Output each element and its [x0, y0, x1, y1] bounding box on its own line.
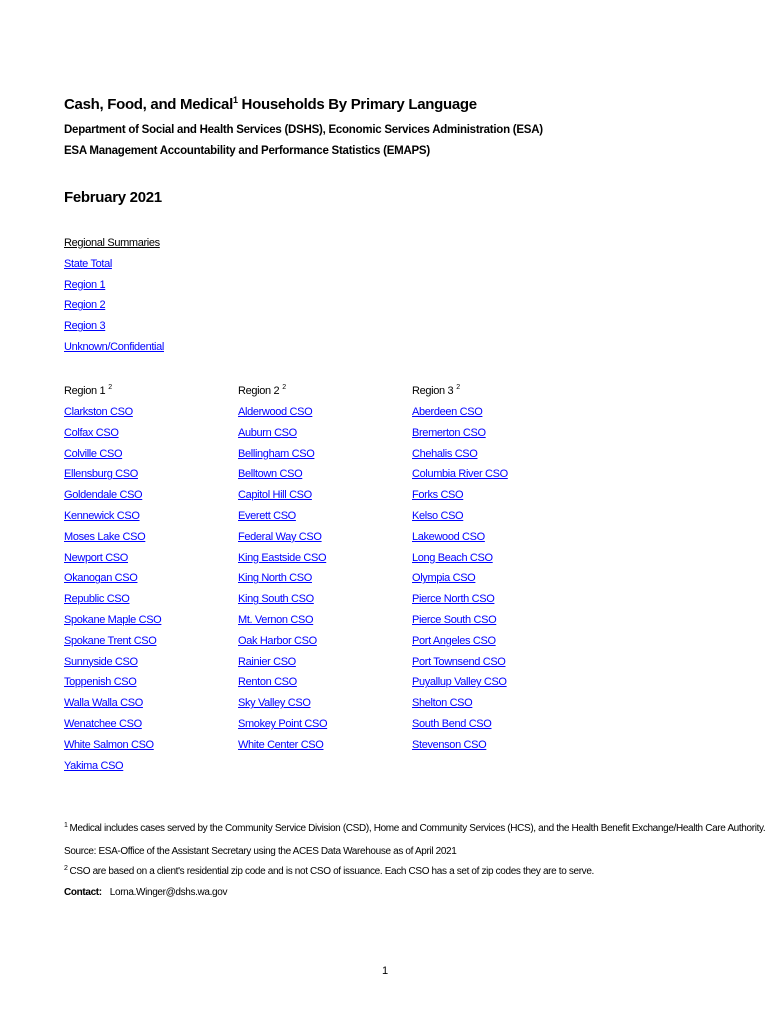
summary-link-state-total[interactable]: State Total: [64, 257, 112, 270]
office-link[interactable]: White Center CSO: [238, 738, 324, 751]
office-link[interactable]: Yakima CSO: [64, 759, 124, 772]
office-link[interactable]: Chehalis CSO: [412, 447, 478, 460]
office-link[interactable]: Pierce North CSO: [412, 593, 495, 606]
page-number: 1: [381, 965, 389, 977]
region-2-office-list: [238, 402, 327, 756]
office-link[interactable]: Spokane Trent CSO: [64, 634, 157, 647]
office-link[interactable]: Everett CSO: [238, 509, 296, 522]
footnote-1-marker: 1: [64, 822, 68, 829]
region-3-heading: [412, 380, 508, 402]
region-1-heading: [64, 380, 161, 402]
office-link[interactable]: Republic CSO: [64, 593, 130, 606]
footnote-2: [64, 866, 594, 877]
region-2-heading-text: Region 2: [238, 385, 280, 397]
office-link[interactable]: Smokey Point CSO: [238, 717, 328, 730]
office-link[interactable]: Sky Valley CSO: [238, 697, 311, 710]
office-link[interactable]: Colville CSO: [64, 447, 123, 460]
summary-link-region-1[interactable]: Region 1: [64, 278, 106, 291]
regional-summaries: [64, 233, 164, 358]
office-link[interactable]: Walla Walla CSO: [64, 697, 143, 710]
office-link[interactable]: Auburn CSO: [238, 426, 297, 439]
region-1-column: [64, 380, 161, 776]
footnote-2-marker: 2: [64, 865, 68, 872]
office-link[interactable]: Belltown CSO: [238, 468, 303, 481]
office-link[interactable]: Alderwood CSO: [238, 406, 313, 418]
office-link[interactable]: South Bend CSO: [412, 717, 492, 730]
region-1-heading-text: Region 1: [64, 385, 106, 397]
office-link[interactable]: Port Townsend CSO: [412, 655, 506, 668]
contact-label: Contact:: [64, 887, 102, 898]
footnote-1: [64, 823, 765, 834]
office-link[interactable]: Kennewick CSO: [64, 509, 140, 522]
office-link[interactable]: King Eastside CSO: [238, 551, 327, 564]
contact-email: Lorna.Winger@dshs.wa.gov: [109, 887, 228, 898]
office-link[interactable]: Renton CSO: [238, 676, 297, 689]
region-2-footnote-marker: 2: [282, 384, 286, 391]
office-link[interactable]: Bremerton CSO: [412, 426, 486, 439]
office-link[interactable]: Wenatchee CSO: [64, 717, 142, 730]
footnote-2-text: CSO are based on a client's residential zip code and is not CSO of issuance. Each CSO has a set of zip codes they are to serve.: [69, 866, 594, 877]
title-text-after: Households By Primary Language: [237, 96, 477, 113]
office-link[interactable]: Aberdeen CSO: [412, 406, 483, 418]
office-link[interactable]: Puyallup Valley CSO: [412, 676, 507, 689]
region-3-column: [412, 380, 508, 756]
summary-link-region-3[interactable]: Region 3: [64, 320, 106, 333]
summary-link-unknown-confidential[interactable]: Unknown/Confidential: [64, 340, 165, 353]
office-link[interactable]: Mt. Vernon CSO: [238, 613, 314, 626]
office-link[interactable]: Federal Way CSO: [238, 530, 322, 543]
title-footnote-marker: 1: [232, 95, 238, 105]
office-link[interactable]: Newport CSO: [64, 551, 129, 564]
office-link[interactable]: King South CSO: [238, 593, 314, 606]
office-link[interactable]: Ellensburg CSO: [64, 468, 138, 481]
office-link[interactable]: Moses Lake CSO: [64, 530, 146, 543]
program-subtitle: ESA Management Accountability and Performance Statistics (EMAPS): [64, 145, 430, 157]
footnote-1-text: Medical includes cases served by the Community Service Division (CSD), Home and Community Services (HCS), and the Health Benefit Exchange/Health Care Authority.: [69, 823, 766, 834]
office-link[interactable]: Clarkston CSO: [64, 406, 133, 418]
office-link[interactable]: Shelton CSO: [412, 697, 473, 710]
office-link[interactable]: Sunnyside CSO: [64, 655, 138, 668]
office-link[interactable]: White Salmon CSO: [64, 738, 154, 751]
office-link[interactable]: Oak Harbor CSO: [238, 634, 317, 647]
region-2-column: [238, 380, 327, 756]
source-note: Source: ESA-Office of the Assistant Secretary using the ACES Data Warehouse as of April 2021: [64, 846, 457, 857]
region-1-footnote-marker: 2: [108, 384, 112, 391]
region-3-heading-text: Region 3: [412, 385, 454, 397]
office-link[interactable]: Port Angeles CSO: [412, 634, 496, 647]
office-link[interactable]: Kelso CSO: [412, 509, 464, 522]
office-link[interactable]: Long Beach CSO: [412, 551, 493, 564]
office-link[interactable]: Pierce South CSO: [412, 613, 497, 626]
region-3-office-list: [412, 402, 508, 756]
office-link[interactable]: Forks CSO: [412, 489, 464, 502]
office-link[interactable]: Rainier CSO: [238, 655, 296, 668]
region-3-footnote-marker: 2: [456, 384, 460, 391]
office-link[interactable]: Toppenish CSO: [64, 676, 137, 689]
office-link[interactable]: Columbia River CSO: [412, 468, 508, 481]
office-link[interactable]: Olympia CSO: [412, 572, 476, 585]
regional-summaries-heading: Regional Summaries: [64, 237, 160, 249]
office-link[interactable]: Spokane Maple CSO: [64, 613, 162, 626]
office-link[interactable]: Capitol Hill CSO: [238, 489, 312, 502]
office-link[interactable]: King North CSO: [238, 572, 312, 585]
office-link[interactable]: Lakewood CSO: [412, 530, 485, 543]
contact-line: [64, 887, 227, 898]
region-1-office-list: [64, 402, 161, 776]
summary-link-region-2[interactable]: Region 2: [64, 299, 106, 312]
page-title: [64, 96, 477, 113]
region-2-heading: [238, 380, 327, 402]
office-link[interactable]: Stevenson CSO: [412, 738, 487, 751]
office-link[interactable]: Okanogan CSO: [64, 572, 138, 585]
office-link[interactable]: Colfax CSO: [64, 426, 119, 439]
office-link[interactable]: Goldendale CSO: [64, 489, 143, 502]
department-subtitle: Department of Social and Health Services (DSHS), Economic Services Administration (ESA): [64, 124, 543, 136]
office-link[interactable]: Bellingham CSO: [238, 447, 315, 460]
title-text: Cash, Food, and Medical: [64, 96, 233, 113]
report-period: February 2021: [64, 189, 162, 206]
